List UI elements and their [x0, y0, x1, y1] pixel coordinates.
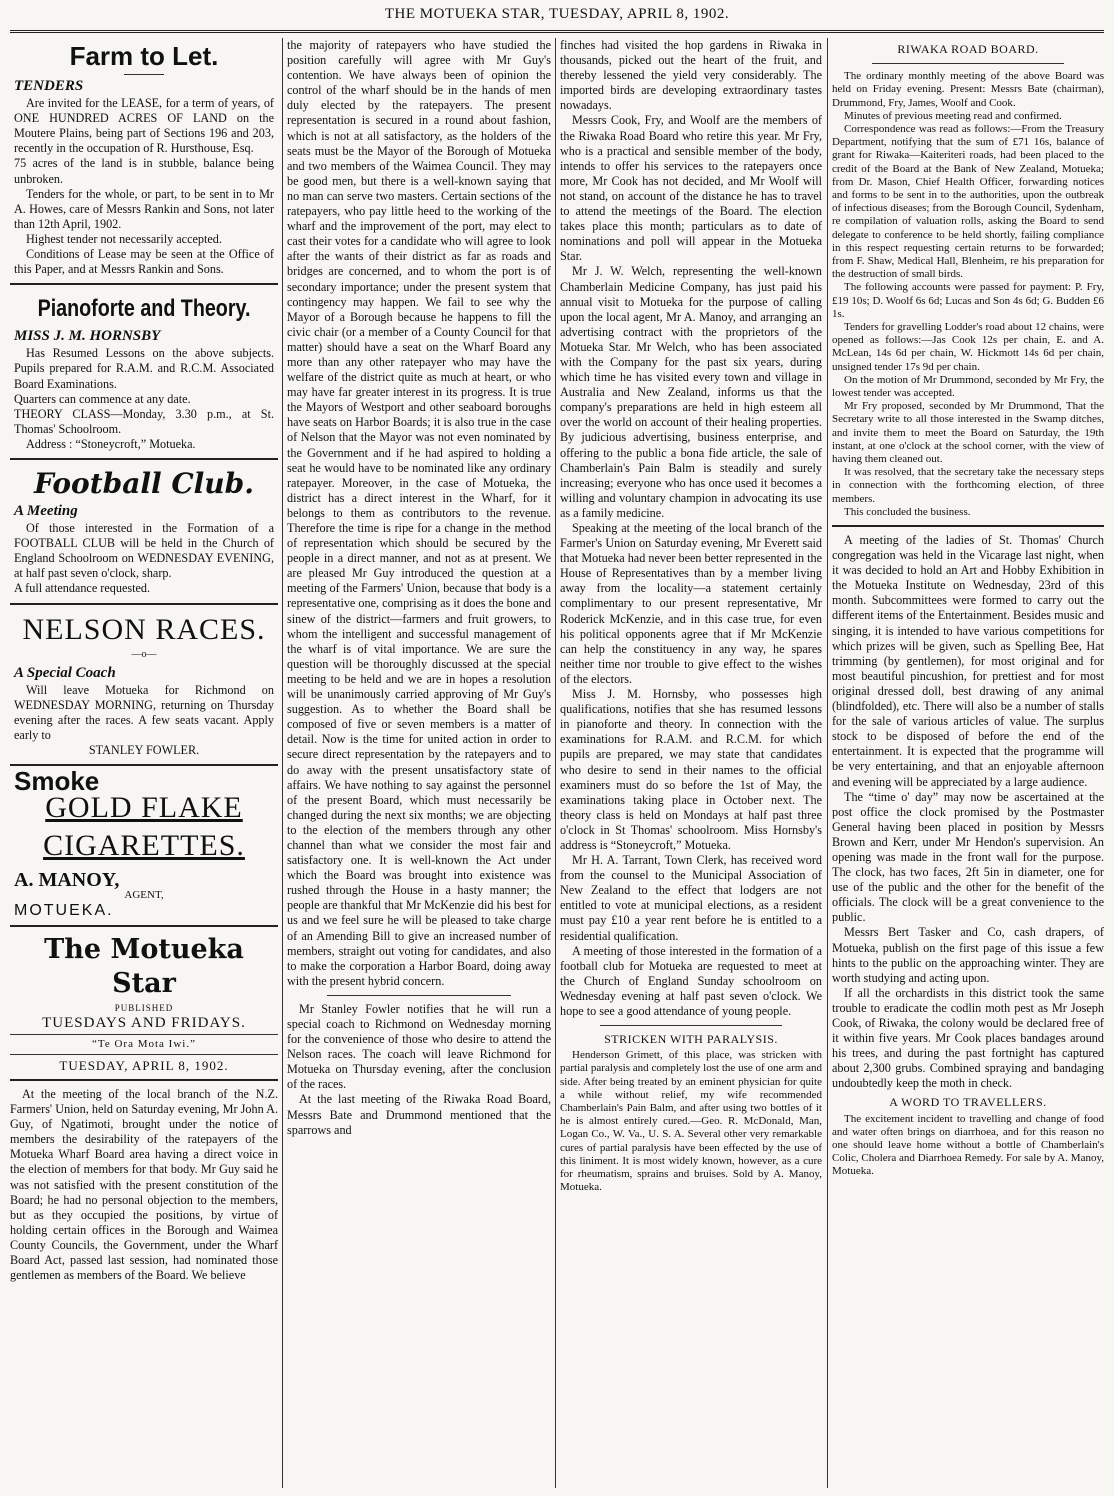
publication-days: TUESDAYS AND FRIDAYS. — [42, 1014, 246, 1031]
races-coach: A Special Coach — [14, 664, 116, 681]
tenders-text: Are invited for the LEASE, for a term of years, of ONE HUNDRED ACRES OF LAND on the Moutere Plains, being part of Sections 196 and 203, recently in the occupation of R. Hursthouse, Esq. — [14, 96, 274, 156]
star-nameplate — [10, 933, 278, 1081]
smoke-heading: Smoke — [14, 766, 100, 797]
football-ad — [10, 466, 278, 605]
column-rule — [827, 38, 828, 1488]
news-paragraph: Speaking at the meeting of the local branch of the Farmer's Union on Saturday evening, Mr Everett said that Motueka had never been better represented in the House of Representatives than by a member living away from the locality—a statement certainly complimentary to our present representative, Mr Roderick McKenzie, and in this case true, for even his political opponents agree that if Mr McKenzie can help the constituency in any way, he spares neither time nor trouble to give effect to the wishes of the electors. — [560, 521, 822, 686]
stricken-heading: STRICKEN WITH PARALYSIS. — [604, 1032, 778, 1047]
divider — [327, 995, 511, 996]
riwaka-text: It was resolved, that the secretary take the necessary steps in connection with the forthcoming election, of three members. — [832, 466, 1104, 505]
column-rule — [555, 38, 556, 1488]
editorial-text: the majority of ratepayers who have studied the position carefully will agree with Mr Guy's contention. We have always been of opinion the control of the wharf should be in the hands of men duly elected by the ratepayers. The present representation is secured in a round about fashion, which is not at all satisfactory, as the holders of the seats must be the Mayor of the Borough of Motueka and two members of the Waimea Council. They may be good men, but there is a well-known saying that no man can serve two masters. Certain sections of the ratepayers, who pay little heed to the working of the wharf and the improvement of the port, may elect to cast their votes for a candidate who will agree to look after the wants of their district as far as roads and bridges are concerned, and to whom the port is of secondary importance; under the present system that contingency may happen. We fail to see why the Mayor of a Borough because he happens to fill the civic chair (or a member of a County Council for that matter) should have a seat on the Wharf Board any more than any other ratepayer who may have the welfare of the district quite as much at heart, or who may have far greater interest in its progress. It is true the Mayors of Westport and other seaboard boroughs have seats on Harbor Boards; it is also true in the case of Nelson that the Mayor was not even nominated by the Government and if he had aspired to holding a seat he would have to be nominated like any ordinary ratepayer. Moreover, in the case of Motueka, the district has a direct interest in the Wharf, for it belongs to them as contributors to the revenue. Therefore the time is ripe for a change in the method of representation which should be secured by the people in a direct manner, and not as at present. We are pleased Mr Guy introduced the question at a meeting of the Farmers' Union, because that body is a representative one, comprising as it does the bone and sinew of the district—farmers and fruit growers, to whom the intelligent and successful management of the wharf is of vital importance. We are sure the question will be thoroughly discussed at the special meeting to be held and we are in hopes a resolution will be unanimously carried approving of Mr Guy's suggestion. As to whether the Board shall be composed of five or seven members is a matter of detail. Now is the time for united action in order to secure direct representation by the ratepayers and to do away with the present unsatisfactory state of affairs. We have nothing to say against the personnel of the present Board, which must necessarily be changed during the next six months; we are objecting to the election of the members through any other channel than what we consider the most fair and satisfactory one. It is well-known the Act under which the Board was brought into existence was rushed through the House in a hasty manner; the people are thankful that Mr McKenzie did his best for us and we feel sure he will be pleased to take charge of an Amending Bill to give an increased number of members, straight out voting for candidates, and also to make the corporation a Harbor Board, doing away with the present hybrid concern. — [287, 38, 551, 988]
column-2 — [287, 38, 551, 1488]
piano-title: Pianoforte and Theory. — [37, 295, 251, 323]
news-paragraph: The “time o' day” may now be ascertained at the post office the clock promised by the Postmaster General having been placed in position by Messrs Brown and Kerr, under Mr Hendon's supervision. An opening was made in the front wall for the purpose. The clock, has two faces, 2ft 5in in diameter, one for use of the public and the other for the benefit of the officials. The clock will be a great convenience to the public. — [832, 789, 1104, 925]
football-meeting: A Meeting — [14, 502, 78, 519]
news-paragraph: Mr Stanley Fowler notifies that he will run a special coach to Richmond on Wednesday morning for the convenience of those who desire to attend the Nelson races. The coach will leave Richmond for Motueka on Thursday evening, after the conclusion of the races. — [287, 1001, 551, 1092]
news-paragraph: Mr H. A. Tarrant, Town Clerk, has received word from the counsel to the Municipal Association of New Zealand to the effect that lodgers are not entitled to vote at municipal elections, as a resident must pay £10 a year rent before he is entitled to a residential qualification. — [560, 853, 822, 943]
news-paragraph: At the last meeting of the Riwaka Road Board, Messrs Bate and Drummond mentioned that the sparrows and — [287, 1092, 551, 1137]
column-1 — [10, 38, 278, 1488]
football-title: Football Club. — [34, 466, 254, 500]
riwaka-text: Mr Fry proposed, seconded by Mr Drummond, That the Secretary write to all those interested in the Swamp ditches, and invite them to meet the Board on Saturday, the 19th instant, at one o'clock at the school corner, with the view of having them cleaned out. — [832, 400, 1104, 465]
riwaka-text: Correspondence was read as follows:—From the Treasury Department, notifying that the sum of £71 16s, balance of grant for Riwaka—Kaiteriteri roads, had been placed to the credit of the Board at the Bank of New Zealand, Motueka; from Dr. Mason, Chief Health Officer, forwarding notices and forms to be sent in to the authorities, upon the outbreak of infectious diseases; from the Borough Council, Sydenham, re compilation of valuation rolls, asking the Board to send delegate to conference to be held shortly, failing compliance in this respect requesting certain returns to be forwarded; from F. Shaw, Medical Hall, Blenheim, re his preparation for the destruction of small birds. — [832, 122, 1104, 281]
cigarettes-ad — [10, 766, 278, 926]
tenders-text: Conditions of Lease may be seen at the Office of this Paper, and at Messrs Rankin and Sons. — [14, 247, 274, 277]
races-text: Will leave Motueka for Richmond on WEDNESDAY MORNING, returning on Thursday evening after the races. A few seats vacant. Apply early to — [14, 682, 274, 742]
gold-flake: GOLD FLAKE — [45, 791, 243, 825]
star-title: The Motueka Star — [44, 933, 244, 999]
piano-text: Address : “Stoneycroft,” Motueka. — [26, 436, 196, 451]
stricken-text: Henderson Grimett, of this place, was stricken with partial paralysis and completely lost the use of one arm and side. After being treated by an eminent physician for quite a while without relief, my wife recommended Chamberlain's Pain Balm, and after using two bottles of it he is almost entirely cured.—Geo. R. McDonald, Man, Logan Co., W. Va., U. S. A. Several other very remarkable cures of partial paralysis have been effected by the use of this liniment. It is most widely known, however, as a cure for rheumatism, sprains and bruises. Sold by A. Manoy, Motueka. — [560, 1049, 822, 1194]
tenders-text: 75 acres of the land is in stubble, balance being unbroken. — [14, 156, 274, 186]
motto: “Te Ora Mota Iwi.” — [10, 1034, 278, 1055]
masthead: THE MOTUEKA STAR, TUESDAY, APRIL 8, 1902. — [384, 6, 730, 22]
agent-name: A. MANOY, — [14, 869, 120, 892]
races-title: NELSON RACES. — [22, 612, 266, 646]
riwaka-text: Minutes of previous meeting read and confirmed. — [844, 109, 1062, 122]
column-4 — [832, 38, 1104, 1488]
farm-ad — [10, 38, 278, 285]
tenders-text: Highest tender not necessarily accepted. — [26, 231, 222, 246]
column-rule — [282, 38, 283, 1488]
news-paragraph: finches had visited the hop gardens in Riwaka in thousands, picked out the heart of the fruit, and thereby lessened the yield very considerably. The imported birds are developing extraordinary tastes nowadays. — [560, 38, 822, 113]
riwaka-text: The ordinary monthly meeting of the above Board was held on Friday evening. Present: Messrs Bate (chairman), Drummond, Fry, James, Woolf and Cook. — [832, 70, 1104, 109]
divider — [832, 525, 1104, 527]
riwaka-heading: RIWAKA ROAD BOARD. — [897, 42, 1039, 56]
masthead-rule — [10, 30, 1104, 33]
column-3 — [560, 38, 822, 1488]
tenders-text: Tenders for the whole, or part, to be sent in to Mr A. Howes, care of Messrs Rankin and Sons, not later than 12th April, 1902. — [14, 186, 274, 231]
published-label: PUBLISHED — [114, 1002, 174, 1013]
football-text: A full attendance requested. — [14, 581, 151, 596]
travellers-text: The excitement incident to travelling and change of food and water often brings on diarrhoea, and for this reason no one should leave home without a bottle of Chamberlain's Colic, Cholera and Diarrhoea Remedy. For sale by A. Manoy, Motueka. — [832, 1112, 1104, 1178]
piano-text: Has Resumed Lessons on the above subjects. Pupils prepared for R.A.M. and R.C.M. Associated Board Examinations. — [14, 346, 274, 391]
football-text: Of those interested in the Formation of a FOOTBALL CLUB will be held in the Church of England Schoolroom on WEDNESDAY EVENING, at half past seven o'clock, sharp. — [14, 521, 274, 581]
agent-town: MOTUEKA. — [14, 902, 114, 920]
riwaka-text: This concluded the business. — [844, 505, 971, 518]
divider — [872, 63, 1064, 64]
piano-ad — [10, 291, 278, 460]
piano-teacher: MISS J. M. HORNSBY — [14, 328, 161, 345]
cigarettes: CIGARETTES. — [43, 829, 245, 863]
tenders-heading: TENDERS — [14, 78, 84, 94]
divider — [10, 1079, 278, 1081]
races-signature: STANLEY FOWLER. — [88, 743, 200, 758]
news-paragraph: Messrs Bert Tasker and Co, cash drapers, of Motueka, publish on the first page of this issue a few hints to the public on the approaching winter. They are worth studying and acting upon. — [832, 925, 1104, 985]
divider — [600, 1025, 782, 1026]
races-ad — [10, 611, 278, 767]
news-paragraph: Miss J. M. Hornsby, who possesses high qualifications, notifies that she has resumed lessons in pianoforte and theory. In connection with the examinations for R.A.M. and R.C.M. for which pupils are prepared, we may state that candidates who desire to send in their names to the official examiners must do so before the 1st of May, the examinations taking place in October next. The theory class is held on Mondays at half past three o'clock in St Thomas' schoolroom. Miss Hornsby's address is “Stoneycroft,” Motueka. — [560, 687, 822, 852]
travellers-heading: A WORD TO TRAVELLERS. — [889, 1095, 1047, 1110]
piano-text: THEORY CLASS—Monday, 3.30 p.m., at St. Thomas' Schoolroom. — [14, 406, 274, 436]
divider — [124, 74, 164, 75]
riwaka-text: Tenders for gravelling Lodder's road about 12 chains, were opened as follows:—Jas Cook 12s per chain, E. and A. McLean, 14s 6d per chain, W. Hickmott 14s 6d per chain, unsigned tender 17s 9d per chain. — [832, 320, 1104, 373]
news-paragraph: Mr J. W. Welch, representing the well-known Chamberlain Medicine Company, has just paid his annual visit to Motueka for the purpose of calling upon the local agent, Mr A. Manoy, and arranging an advertising contract with the proprietors of the Motueka Star. Mr Welch, who has been associated with the Company for the past six years, during which time he has visited every town and village in Australia and New Zealand, informs us that the company's preparations are held in high esteem all over the world on account of their healing properties. By judicious advertising, business enterprise, and offering to the public a bona fide article, the sale of Chamberlain's Pain Balm is steadily and surely increasing; everyone who has once used it becomes a willing and voluntary champion in advocating its use as a family medicine. — [560, 264, 822, 520]
editorial-text: At the meeting of the local branch of the N.Z. Farmers' Union, held on Saturday evening, Mr John A. Guy, of Ngatimoti, brought under the notice of members the desirability of the ratepayers of the Motueka Wharf Board area having a direct voice in the election of members for that body. Mr Guy said he was not satisfied with the present constitution of the Board; he had no personal objection to the members, but as they occupied the positions, by virtue of holding certain offices in the Borough and Waimea County Councils, the Government, under the Wharf Board Act, passed last session, had nominated those gentlemen as members of the Board. We believe — [10, 1086, 278, 1283]
news-paragraph: Messrs Cook, Fry, and Woolf are the members of the Riwaka Road Board who retire this year. Mr Fry, who is a practical and sensible member of the body, intends to offer his services to the ratepayers once more, Mr Cook has not decided, and Mr Woolf will not stand, on account of the distance he has to travel to attend the meetings of the Board. The election takes place this month; particulars as to date of nominations and poll will appear in the Motueka Star. — [560, 113, 822, 264]
agent-label: AGENT, — [124, 889, 164, 902]
riwaka-text: On the motion of Mr Drummond, seconded by Mr Fry, the lowest tender was accepted. — [832, 373, 1104, 399]
farm-title: Farm to Let. — [69, 41, 219, 71]
races-divider: —o— — [131, 648, 157, 660]
piano-text: Quarters can commence at any date. — [14, 391, 191, 406]
dateline: TUESDAY, APRIL 8, 1902. — [59, 1057, 229, 1073]
news-paragraph: If all the orchardists in this district took the same trouble to eradicate the codlin moth pest as Mr Joseph Cook, of Riwaka, the colony would be declared free of it within five years. Mr Cook places bandages around his trees, and during the past fortnight has captured about 2,300 grubs. Combined spraying and bandaging undoubtedly keep the moth in check. — [832, 985, 1104, 1091]
news-paragraph: A meeting of the ladies of St. Thomas' Church congregation was held in the Vicarage last night, when it was decided to hold an Art and Hobby Exhibition in the Motueka Institute on Wednesday, 23rd of this month. Subcommittees were formed to carry out the different items of the Entertainment. Besides music and singing, it is intended to have various competitions for which prizes will be given, such as Spelling Bee, Hat trimming (by gentlemen), for most original and for most beautiful pincushion, for prettiest and for most original dressed doll, best drawing of any animal (blindfolded), etc. There will also be a number of stalls for the sale of various articles of value. The surplus stock to be disposed of before the end of the entertainment. It is expected that the programme will be very entertaining, and that an enjoyable afternoon and evening will be appreciated by a large audience. — [832, 533, 1104, 789]
news-paragraph: A meeting of those interested in the formation of a football club for Motueka are requested to meet at the Church of England Sunday schoolroom on Wednesday evening at half past seven o'clock. We hope to see a good attendance of young people. — [560, 943, 822, 1018]
riwaka-text: The following accounts were passed for payment: P. Fry, £19 10s; D. Woolf 6s 6d; Lucas and Son 4s 6d; G. Budden £6 1s. — [832, 281, 1104, 320]
